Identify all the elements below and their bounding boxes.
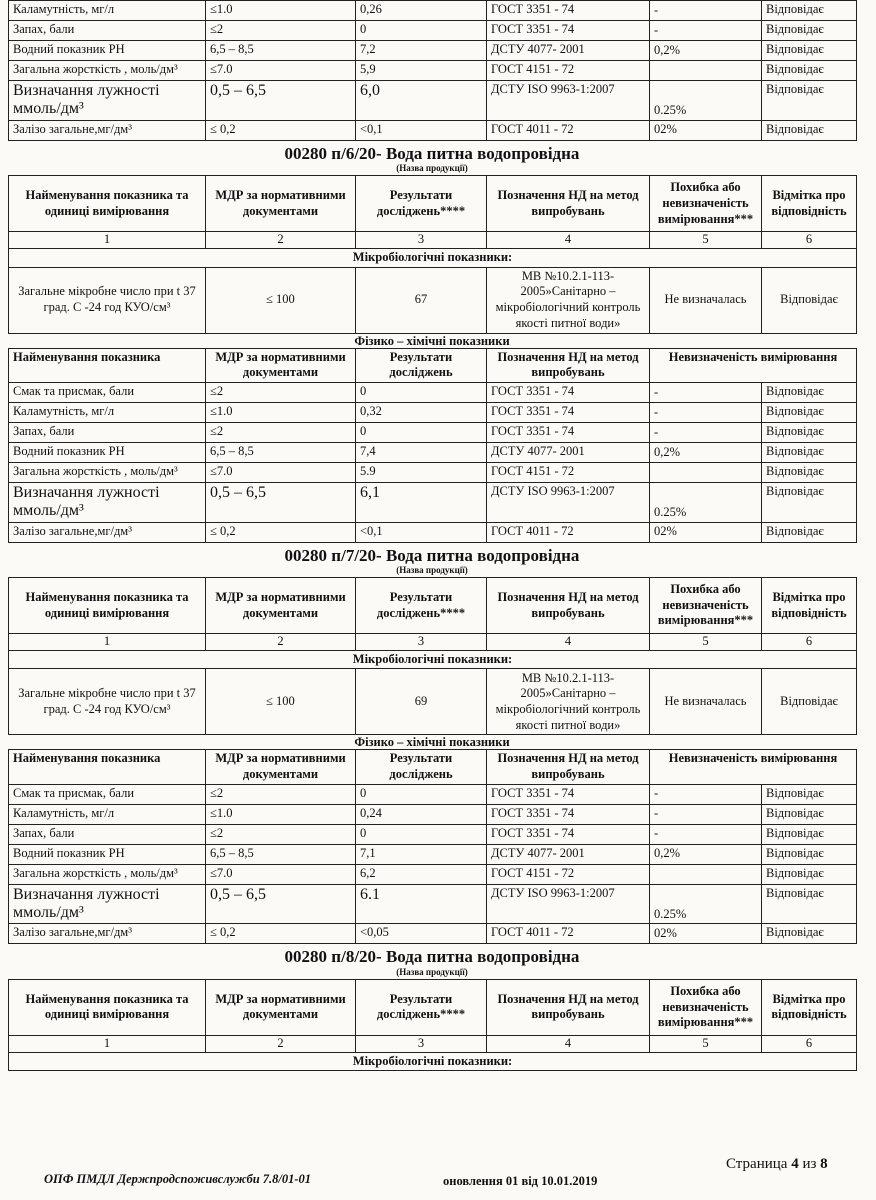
method-nd: ДСТУ ISO 9963-1:2007 [487, 482, 650, 522]
table-row [9, 669, 857, 735]
header-name: Найменування показника [9, 348, 206, 382]
compliance-mark: Відповідає [762, 844, 857, 864]
col-num: 1 [9, 232, 206, 249]
uncertainty-value: 02% [650, 522, 762, 542]
method-nd: ГОСТ 4151 - 72 [487, 864, 650, 884]
uncertainty-value: 0.25% [650, 482, 762, 522]
uncertainty-value: - [650, 1, 762, 21]
uncertainty-value: 02% [650, 120, 762, 140]
header-result: Результати досліджень**** [356, 979, 487, 1035]
header-uncertainty: Невизначеність вимірювання [650, 750, 857, 784]
col-num: 6 [762, 232, 857, 249]
phys-label: Фізико – хімічні показники [354, 735, 510, 750]
indicator-name: Загальна жорсткість , моль/дм³ [9, 864, 206, 884]
compliance-mark: Відповідає [762, 784, 857, 804]
header-mdr: МДР за нормативними документами [206, 979, 356, 1035]
uncertainty-value: - [650, 804, 762, 824]
product-subtitle: (Назва продукції) [396, 565, 468, 576]
indicator-name: Каламутність, мг/л [9, 804, 206, 824]
header-mdr: МДР за нормативними документами [206, 348, 356, 382]
uncertainty-value: - [650, 21, 762, 41]
table-row [9, 844, 857, 864]
micro-label: Мікробіологічні показники: [9, 650, 857, 669]
method-nd: ДСТУ ISO 9963-1:2007 [487, 884, 650, 924]
table-row [9, 267, 857, 333]
uncertainty-value: 0.25% [650, 884, 762, 924]
uncertainty-value: Не визначалась [650, 669, 762, 735]
indicator-name: Залізо загальне,мг/дм³ [9, 924, 206, 944]
product-title: 00280 п/7/20- Вода питна водопровідна [284, 545, 580, 565]
method-nd: ГОСТ 3351 - 74 [487, 402, 650, 422]
table-row [9, 1, 857, 21]
mdr-value: 0,5 – 6,5 [206, 884, 356, 924]
table-row [9, 482, 857, 522]
mdr-value: ≤ 100 [206, 669, 356, 735]
method-nd: ГОСТ 3351 - 74 [487, 1, 650, 21]
header-name: Найменування показника та одиниці вимірювання [9, 176, 206, 232]
page-counter [726, 1156, 828, 1173]
col-num: 5 [650, 1035, 762, 1052]
page-total: 8 [820, 1156, 828, 1172]
table-row [9, 61, 857, 81]
indicator-name: Визначання лужності ммоль/дм³ [9, 81, 206, 121]
mdr-value: 6,5 – 8,5 [206, 442, 356, 462]
col-num: 5 [650, 232, 762, 249]
header-uncertainty: Похибка або невизначеність вимірювання*** [650, 578, 762, 634]
col-num: 6 [762, 1035, 857, 1052]
table-row [9, 41, 857, 61]
uncertainty-value [650, 462, 762, 482]
header-result: Результати досліджень**** [356, 578, 487, 634]
mdr-value: ≤ 0,2 [206, 120, 356, 140]
top-results-table [8, 0, 857, 141]
table-row [9, 402, 857, 422]
compliance-mark: Відповідає [762, 442, 857, 462]
uncertainty-value: 0,2% [650, 844, 762, 864]
indicator-name: Запах, бали [9, 824, 206, 844]
result-value: 5,9 [356, 61, 487, 81]
table-row [9, 884, 857, 924]
indicator-name: Загальна жорсткість , моль/дм³ [9, 462, 206, 482]
product-section [8, 144, 856, 543]
header-mark: Відмітка про відповідність [762, 979, 857, 1035]
indicator-name: Залізо загальне,мг/дм³ [9, 120, 206, 140]
method-nd: ГОСТ 3351 - 74 [487, 784, 650, 804]
compliance-mark: Відповідає [762, 267, 857, 333]
table-row [9, 522, 857, 542]
method-nd: ГОСТ 3351 - 74 [487, 422, 650, 442]
compliance-mark: Відповідає [762, 422, 857, 442]
micro-table [8, 577, 857, 735]
compliance-mark: Відповідає [762, 669, 857, 735]
table-row [9, 422, 857, 442]
section-p8 [8, 947, 856, 1071]
col-num: 4 [487, 634, 650, 651]
header-method: Позначення НД на метод випробувань [487, 750, 650, 784]
header-mdr: МДР за нормативними документами [206, 750, 356, 784]
method-nd: ГОСТ 4011 - 72 [487, 120, 650, 140]
indicator-name: Загальне мікробне число при t 37 град. С -24 год КУО/см³ [9, 267, 206, 333]
phys-table [8, 749, 857, 944]
document-page [8, 0, 856, 1071]
compliance-mark: Відповідає [762, 120, 857, 140]
col-num: 3 [356, 232, 487, 249]
mdr-value: ≤1.0 [206, 402, 356, 422]
compliance-mark: Відповідає [762, 81, 857, 121]
table-row [9, 442, 857, 462]
micro-table [8, 175, 857, 333]
product-title: 00280 п/6/20- Вода питна водопровідна [284, 143, 580, 163]
col-num: 6 [762, 634, 857, 651]
table-row [9, 784, 857, 804]
mdr-value: ≤2 [206, 382, 356, 402]
table-row [9, 824, 857, 844]
method-nd: МВ №10.2.1-113-2005»Санітарно – мікробіологічний контроль якості питної води» [487, 267, 650, 333]
header-uncertainty: Похибка або невизначеність вимірювання*** [650, 979, 762, 1035]
method-nd: ГОСТ 3351 - 74 [487, 824, 650, 844]
table-row [9, 804, 857, 824]
compliance-mark: Відповідає [762, 884, 857, 924]
compliance-mark: Відповідає [762, 824, 857, 844]
col-num: 1 [9, 634, 206, 651]
header-method: Позначення НД на метод випробувань [487, 348, 650, 382]
table-row [9, 81, 857, 121]
footer-org: ОПФ ПМДЛ Держпродспоживслужби 7.8/01-01 [44, 1172, 312, 1186]
header-mdr: МДР за нормативними документами [206, 176, 356, 232]
col-num: 4 [487, 232, 650, 249]
indicator-name: Запах, бали [9, 21, 206, 41]
mdr-value: ≤1.0 [206, 1, 356, 21]
header-mdr: МДР за нормативними документами [206, 578, 356, 634]
result-value: 69 [356, 669, 487, 735]
col-num: 3 [356, 1035, 487, 1052]
indicator-name: Визначання лужності ммоль/дм³ [9, 482, 206, 522]
result-value: 0 [356, 382, 487, 402]
indicator-name: Водний показник РН [9, 442, 206, 462]
mdr-value: ≤2 [206, 784, 356, 804]
method-nd: ГОСТ 3351 - 74 [487, 804, 650, 824]
indicator-name: Визначання лужності ммоль/дм³ [9, 884, 206, 924]
product-title: 00280 п/8/20- Вода питна водопровідна [284, 947, 580, 967]
result-value: 7,1 [356, 844, 487, 864]
result-value: <0,1 [356, 522, 487, 542]
result-value: 0,24 [356, 804, 487, 824]
result-value: 7,4 [356, 442, 487, 462]
compliance-mark: Відповідає [762, 462, 857, 482]
col-num: 2 [206, 232, 356, 249]
result-value: 0,26 [356, 1, 487, 21]
mdr-value: 6,5 – 8,5 [206, 844, 356, 864]
indicator-name: Запах, бали [9, 422, 206, 442]
header-method: Позначення НД на метод випробувань [487, 176, 650, 232]
indicator-name: Загальне мікробне число при t 37 град. С -24 год КУО/см³ [9, 669, 206, 735]
uncertainty-value [650, 61, 762, 81]
indicator-name: Каламутність, мг/л [9, 1, 206, 21]
uncertainty-value: 0.25% [650, 81, 762, 121]
method-nd: ДСТУ ISO 9963-1:2007 [487, 81, 650, 121]
method-nd: ДСТУ 4077- 2001 [487, 844, 650, 864]
header-mark: Відмітка про відповідність [762, 578, 857, 634]
result-value: 6,1 [356, 482, 487, 522]
result-value: 0,32 [356, 402, 487, 422]
uncertainty-value: Не визначалась [650, 267, 762, 333]
uncertainty-value: - [650, 824, 762, 844]
compliance-mark: Відповідає [762, 382, 857, 402]
mdr-value: 6,5 – 8,5 [206, 41, 356, 61]
table-row [9, 21, 857, 41]
product-subtitle: (Назва продукції) [396, 966, 468, 977]
mdr-value: ≤7.0 [206, 61, 356, 81]
mdr-value: ≤1.0 [206, 804, 356, 824]
result-value: 6,2 [356, 864, 487, 884]
micro-label: Мікробіологічні показники: [9, 1052, 857, 1071]
header-uncertainty: Невизначеність вимірювання [650, 348, 857, 382]
uncertainty-value: 02% [650, 924, 762, 944]
mdr-value: ≤ 100 [206, 267, 356, 333]
indicator-name: Загальна жорсткість , моль/дм³ [9, 61, 206, 81]
result-value: 6,0 [356, 81, 487, 121]
result-value: 0 [356, 784, 487, 804]
header-mark: Відмітка про відповідність [762, 176, 857, 232]
compliance-mark: Відповідає [762, 804, 857, 824]
indicator-name: Смак та присмак, бали [9, 784, 206, 804]
page-number: 4 [791, 1156, 799, 1172]
indicator-name: Водний показник РН [9, 41, 206, 61]
mdr-value: 0,5 – 6,5 [206, 81, 356, 121]
col-num: 5 [650, 634, 762, 651]
compliance-mark: Відповідає [762, 522, 857, 542]
result-value: 0 [356, 21, 487, 41]
result-value: 0 [356, 422, 487, 442]
header-result: Результати досліджень [356, 750, 487, 784]
header-name: Найменування показника [9, 750, 206, 784]
result-value: 67 [356, 267, 487, 333]
compliance-mark: Відповідає [762, 21, 857, 41]
mdr-value: ≤2 [206, 21, 356, 41]
method-nd: ДСТУ 4077- 2001 [487, 442, 650, 462]
header-result: Результати досліджень**** [356, 176, 487, 232]
uncertainty-value: - [650, 402, 762, 422]
mdr-value: ≤2 [206, 824, 356, 844]
method-nd: МВ №10.2.1-113-2005»Санітарно – мікробіологічний контроль якості питної води» [487, 669, 650, 735]
result-value: 6.1 [356, 884, 487, 924]
result-value: 7,2 [356, 41, 487, 61]
header-result: Результати досліджень [356, 348, 487, 382]
compliance-mark: Відповідає [762, 61, 857, 81]
mdr-value: ≤7.0 [206, 462, 356, 482]
page-mid: из [798, 1156, 821, 1172]
uncertainty-value: 0,2% [650, 41, 762, 61]
uncertainty-value: 0,2% [650, 442, 762, 462]
micro-table [8, 979, 857, 1071]
method-nd: ГОСТ 4011 - 72 [487, 522, 650, 542]
mdr-value: ≤ 0,2 [206, 522, 356, 542]
product-section [8, 546, 856, 945]
table-row [9, 382, 857, 402]
result-value: <0,1 [356, 120, 487, 140]
phys-table [8, 348, 857, 543]
compliance-mark: Відповідає [762, 864, 857, 884]
header-name: Найменування показника та одиниці вимірювання [9, 578, 206, 634]
uncertainty-value: - [650, 422, 762, 442]
compliance-mark: Відповідає [762, 402, 857, 422]
result-value: <0,05 [356, 924, 487, 944]
table-row [9, 120, 857, 140]
method-nd: ГОСТ 4151 - 72 [487, 61, 650, 81]
mdr-value: ≤ 0,2 [206, 924, 356, 944]
col-num: 4 [487, 1035, 650, 1052]
indicator-name: Залізо загальне,мг/дм³ [9, 522, 206, 542]
uncertainty-value [650, 864, 762, 884]
col-num: 3 [356, 634, 487, 651]
header-uncertainty: Похибка або невизначеність вимірювання*** [650, 176, 762, 232]
page-prefix: Страница [726, 1156, 792, 1172]
uncertainty-value: - [650, 784, 762, 804]
footer-update: оновлення 01 від 10.01.2019 [443, 1174, 598, 1188]
compliance-mark: Відповідає [762, 1, 857, 21]
indicator-name: Смак та присмак, бали [9, 382, 206, 402]
compliance-mark: Відповідає [762, 924, 857, 944]
header-method: Позначення НД на метод випробувань [487, 578, 650, 634]
table-row [9, 864, 857, 884]
mdr-value: 0,5 – 6,5 [206, 482, 356, 522]
result-value: 0 [356, 824, 487, 844]
method-nd: ДСТУ 4077- 2001 [487, 41, 650, 61]
uncertainty-value: - [650, 382, 762, 402]
product-subtitle: (Назва продукції) [396, 163, 468, 174]
mdr-value: ≤2 [206, 422, 356, 442]
table-row [9, 924, 857, 944]
micro-label: Мікробіологічні показники: [9, 248, 857, 267]
compliance-mark: Відповідає [762, 482, 857, 522]
method-nd: ГОСТ 3351 - 74 [487, 21, 650, 41]
method-nd: ГОСТ 4011 - 72 [487, 924, 650, 944]
indicator-name: Водний показник РН [9, 844, 206, 864]
method-nd: ГОСТ 4151 - 72 [487, 462, 650, 482]
header-name: Найменування показника та одиниці вимірювання [9, 979, 206, 1035]
col-num: 1 [9, 1035, 206, 1052]
compliance-mark: Відповідає [762, 41, 857, 61]
table-row [9, 462, 857, 482]
phys-label: Фізико – хімічні показники [354, 333, 510, 348]
col-num: 2 [206, 1035, 356, 1052]
method-nd: ГОСТ 3351 - 74 [487, 382, 650, 402]
result-value: 5.9 [356, 462, 487, 482]
col-num: 2 [206, 634, 356, 651]
indicator-name: Каламутність, мг/л [9, 402, 206, 422]
header-method: Позначення НД на метод випробувань [487, 979, 650, 1035]
mdr-value: ≤7.0 [206, 864, 356, 884]
